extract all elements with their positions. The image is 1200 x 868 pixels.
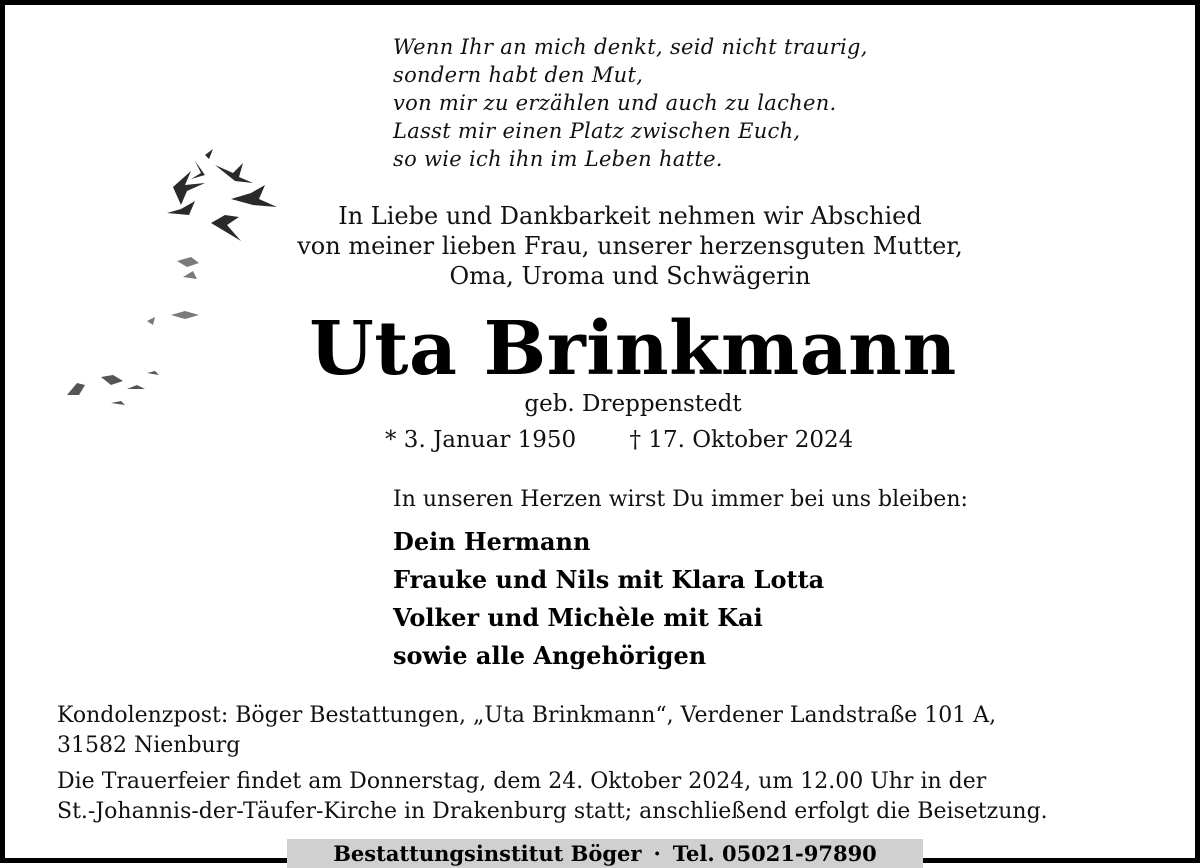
funeral-home-phone: Tel. 05021-97890	[672, 841, 877, 866]
mourner-line: sowie alle Angehörigen	[393, 641, 707, 670]
ceremony-line: St.-Johannis-der-Täufer-Kirche in Drakenburg statt; anschließend erfolgt die Beisetzung.	[57, 799, 1048, 824]
bird-icon	[205, 149, 213, 159]
bird-icon	[191, 161, 205, 179]
mourners-list	[393, 523, 824, 675]
bird-icon	[215, 163, 253, 183]
intro-line: Oma, Uroma und Schwägerin	[449, 262, 811, 290]
bird-icon	[147, 371, 159, 375]
bird-icon	[67, 383, 85, 395]
bird-icon	[171, 311, 199, 319]
bird-icon	[111, 401, 125, 405]
bird-icon	[147, 317, 155, 325]
birth-name: geb. Dreppenstedt	[524, 391, 742, 417]
poem-line: sondern habt den Mut,	[393, 63, 644, 87]
poem-line: so wie ich ihn im Leben hatte.	[393, 147, 723, 171]
mourner-line: Volker und Michèle mit Kai	[393, 603, 763, 632]
mourner-line: Frauke und Nils mit Klara Lotta	[393, 565, 825, 594]
poem-line: von mir zu erzählen und auch zu lachen.	[393, 91, 837, 115]
birth-date: * 3. Januar 1950	[385, 427, 577, 453]
poem-line: Lasst mir einen Platz zwischen Euch,	[393, 119, 801, 143]
deceased-name: Uta Brinkmann	[309, 306, 957, 392]
bird-icon	[183, 271, 197, 279]
mourners-intro: In unseren Herzen wirst Du immer bei uns bleiben:	[393, 487, 968, 512]
bird-icon	[177, 257, 199, 267]
intro-line: In Liebe und Dankbarkeit nehmen wir Abschied	[338, 202, 922, 230]
condolence-address	[57, 701, 1167, 761]
footer-separator: ·	[653, 841, 661, 866]
death-date: † 17. Oktober 2024	[629, 427, 854, 453]
condolence-line: 31582 Nienburg	[57, 733, 241, 758]
funeral-home-footer	[287, 839, 923, 868]
intro-line: von meiner lieben Frau, unserer herzensguten Mutter,	[297, 232, 963, 260]
ceremony-notice	[57, 767, 1177, 827]
poem	[393, 33, 868, 173]
condolence-line: Kondolenzpost: Böger Bestattungen, „Uta Brinkmann“, Verdener Landstraße 101 A,	[57, 703, 997, 728]
bird-icon	[127, 385, 145, 389]
poem-line: Wenn Ihr an mich denkt, seid nicht traurig,	[393, 35, 868, 59]
farewell-intro	[235, 201, 1025, 291]
bird-icon	[101, 375, 123, 385]
funeral-home-name: Bestattungsinstitut Böger	[333, 841, 642, 866]
ceremony-line: Die Trauerfeier findet am Donnerstag, dem 24. Oktober 2024, um 12.00 Uhr in der	[57, 769, 987, 794]
life-dates	[385, 425, 853, 455]
mourner-line: Dein Hermann	[393, 527, 591, 556]
